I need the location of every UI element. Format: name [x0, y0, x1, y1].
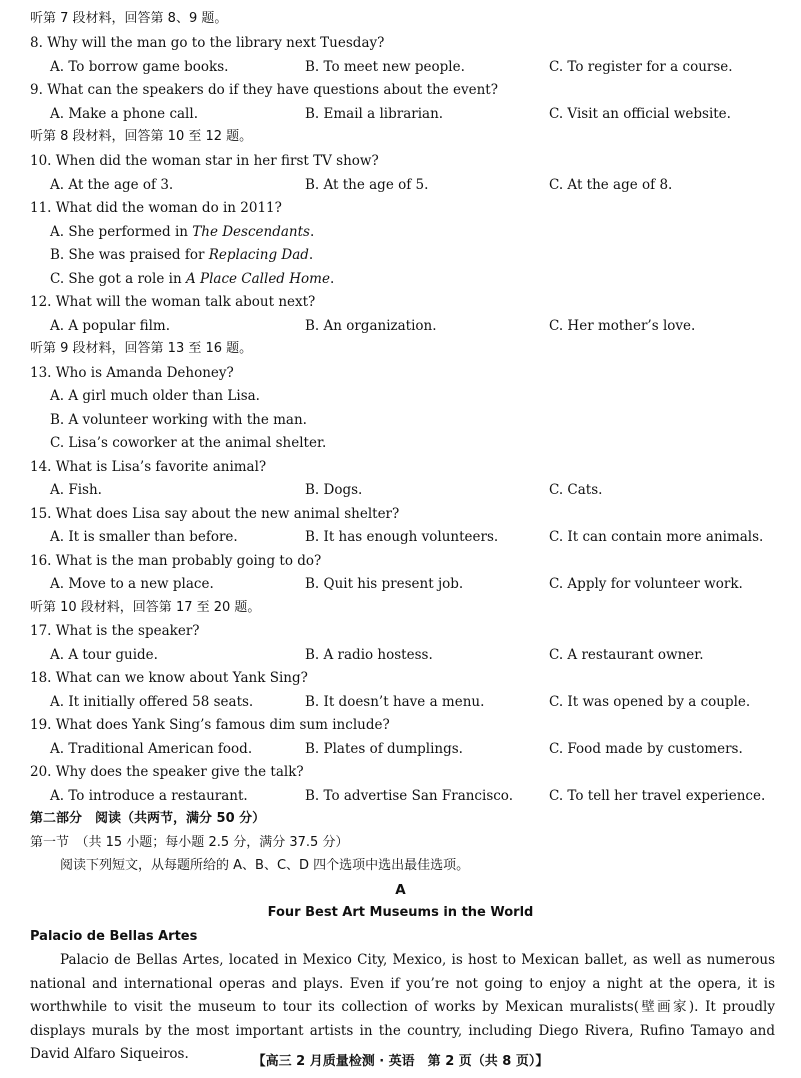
question-number: 15.	[30, 506, 52, 522]
question-18	[30, 669, 308, 687]
q19-option-a: A. Traditional American food.	[50, 741, 253, 757]
question-text: What is Lisa’s favorite animal?	[55, 459, 267, 475]
page-footer: 【高三 2 月质量检测 · 英语 第 2 页（共 8 页）】	[252, 1054, 549, 1069]
q13-option-c: C. Lisa’s coworker at the animal shelter.	[50, 435, 327, 451]
q18-option-a: A. It initially offered 58 seats.	[50, 694, 254, 710]
q18-option-c: C. It was opened by a couple.	[549, 694, 751, 710]
question-13	[30, 364, 234, 382]
q9-option-a: A. Make a phone call.	[50, 106, 198, 122]
question-number: 10.	[30, 153, 52, 169]
q9-option-c: C. Visit an official website.	[549, 106, 731, 122]
question-number: 18.	[30, 670, 52, 686]
q13-option-a: A. A girl much older than Lisa.	[50, 388, 260, 404]
question-11	[30, 199, 282, 217]
q10-option-a: A. At the age of 3.	[50, 177, 174, 193]
question-14	[30, 458, 266, 476]
q15-option-c: C. It can contain more animals.	[549, 529, 764, 545]
question-text: What can we know about Yank Sing?	[55, 670, 308, 686]
section-header-10: 听第 10 段材料，回答第 17 至 20 题。	[30, 600, 261, 615]
question-12	[30, 293, 315, 311]
q17-option-c: C. A restaurant owner.	[549, 647, 704, 663]
q10-option-b: B. At the age of 5.	[305, 177, 429, 193]
q10-option-c: C. At the age of 8.	[549, 177, 673, 193]
question-number: 17.	[30, 623, 52, 639]
question-9	[30, 81, 498, 99]
q8-option-a: A. To borrow game books.	[50, 59, 229, 75]
q12-option-b: B. An organization.	[305, 318, 437, 334]
question-text: Why does the speaker give the talk?	[55, 764, 304, 780]
question-text: Why will the man go to the library next Tuesday?	[47, 35, 385, 51]
q8-option-b: B. To meet new people.	[305, 59, 465, 75]
q14-option-b: B. Dogs.	[305, 482, 363, 498]
question-text: What did the woman do in 2011?	[55, 200, 282, 216]
passage-title: Four Best Art Museums in the World	[267, 905, 534, 920]
question-text: When did the woman star in her first TV show?	[55, 153, 379, 169]
question-number: 13.	[30, 365, 52, 381]
part-2-title: 第二部分 阅读（共两节，满分 50 分）	[30, 811, 266, 826]
question-text: What does Lisa say about the new animal shelter?	[55, 506, 400, 522]
museum-heading: Palacio de Bellas Artes	[30, 929, 198, 944]
question-text: What does Yank Sing’s famous dim sum include?	[55, 717, 390, 733]
q16-option-b: B. Quit his present job.	[305, 576, 464, 592]
q15-option-a: A. It is smaller than before.	[50, 529, 238, 545]
work-title: A Place Called Home	[185, 271, 330, 287]
section-1-title: 第一节 （共 15 小题；每小题 2.5 分，满分 37.5 分）	[30, 835, 349, 850]
question-19	[30, 716, 390, 734]
q11-option-a: A. She performed in The Descendants.	[50, 224, 315, 240]
question-text: What is the speaker?	[55, 623, 200, 639]
q14-option-a: A. Fish.	[50, 482, 102, 498]
q19-option-b: B. Plates of dumplings.	[305, 741, 463, 757]
question-number: 16.	[30, 553, 52, 569]
question-number: 14.	[30, 459, 52, 475]
question-8	[30, 34, 384, 52]
question-number: 9.	[30, 82, 43, 98]
q14-option-c: C. Cats.	[549, 482, 603, 498]
q17-option-b: B. A radio hostess.	[305, 647, 433, 663]
question-number: 20.	[30, 764, 52, 780]
question-number: 11.	[30, 200, 52, 216]
question-text: What will the woman talk about next?	[55, 294, 316, 310]
section-header-8: 听第 8 段材料，回答第 10 至 12 题。	[30, 129, 253, 144]
q20-option-c: C. To tell her travel experience.	[549, 788, 766, 804]
question-15	[30, 505, 399, 523]
q11-option-c: C. She got a role in A Place Called Home.	[50, 271, 335, 287]
q17-option-a: A. A tour guide.	[50, 647, 158, 663]
question-text: What is the man probably going to do?	[55, 553, 322, 569]
q20-option-a: A. To introduce a restaurant.	[50, 788, 248, 804]
question-number: 8.	[30, 35, 43, 51]
q13-option-b: B. A volunteer working with the man.	[50, 412, 307, 428]
question-text: Who is Amanda Dehoney?	[55, 365, 234, 381]
section-header-7: 听第 7 段材料，回答第 8、9 题。	[30, 11, 228, 26]
question-17	[30, 622, 200, 640]
q11-option-b: B. She was praised for Replacing Dad.	[50, 247, 314, 263]
work-title: Replacing Dad	[208, 247, 309, 263]
question-20	[30, 763, 304, 781]
q19-option-c: C. Food made by customers.	[549, 741, 743, 757]
q12-option-a: A. A popular film.	[50, 318, 171, 334]
q16-option-c: C. Apply for volunteer work.	[549, 576, 743, 592]
q12-option-c: C. Her mother’s love.	[549, 318, 696, 334]
question-text: What can the speakers do if they have questions about the event?	[47, 82, 498, 98]
passage-paragraph: Palacio de Bellas Artes, located in Mexico City, Mexico, is host to Mexican ballet, as well as numerous national and international operas and plays. Even if you’re not going to enjoy a night at the opera, it is worthwhile to visit the museum to tour its collection of works by Mexican muralists(壁画家). It proudly displays murals by the most important artists in the country, including Diego Rivera, Rufino Tamayo and David Alfaro Siqueiros.	[30, 952, 775, 1063]
q18-option-b: B. It doesn’t have a menu.	[305, 694, 485, 710]
q9-option-b: B. Email a librarian.	[305, 106, 444, 122]
work-title: The Descendants	[192, 224, 310, 240]
section-header-9: 听第 9 段材料，回答第 13 至 16 题。	[30, 341, 253, 356]
q15-option-b: B. It has enough volunteers.	[305, 529, 499, 545]
question-number: 12.	[30, 294, 52, 310]
q8-option-c: C. To register for a course.	[549, 59, 733, 75]
q20-option-b: B. To advertise San Francisco.	[305, 788, 513, 804]
question-16	[30, 552, 321, 570]
q16-option-a: A. Move to a new place.	[50, 576, 214, 592]
reading-instruction: 阅读下列短文，从每题所给的 A、B、C、D 四个选项中选出最佳选项。	[60, 858, 470, 873]
question-number: 19.	[30, 717, 52, 733]
question-10	[30, 152, 379, 170]
passage-letter: A	[395, 882, 406, 898]
